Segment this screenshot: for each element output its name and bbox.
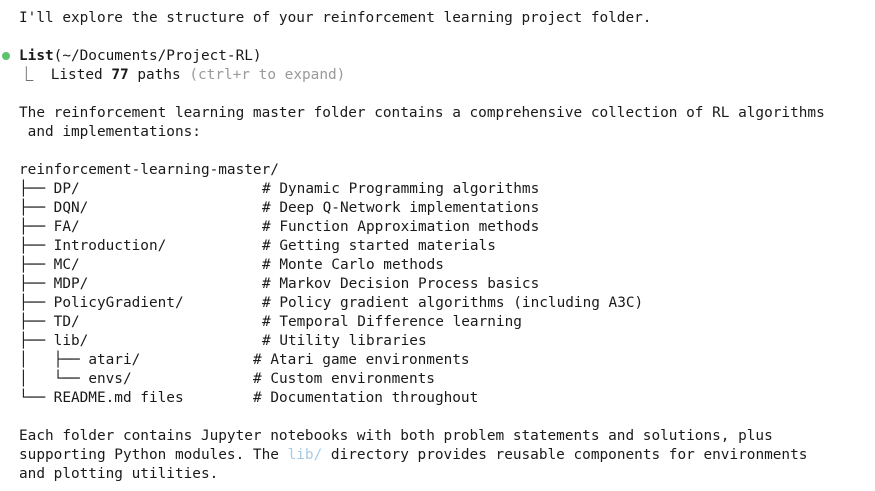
- tool-result-count: 77: [111, 67, 129, 83]
- tree-entry-comment: # Function Approximation methods: [262, 219, 540, 235]
- outro-line-1: Each folder contains Jupyter notebooks with both problem statements and solutions, plus: [19, 428, 773, 444]
- tree-entry: [19, 332, 88, 351]
- tree-entry: [19, 180, 80, 199]
- tree-entry-comment: # Temporal Difference learning: [262, 314, 522, 330]
- tree-entry: [19, 313, 80, 332]
- tree-entry-comment: # Monte Carlo methods: [262, 257, 444, 273]
- tree-entry: [19, 237, 166, 256]
- tree-branch: │ └──: [19, 371, 89, 387]
- tree-branch: ├──: [19, 333, 54, 349]
- expand-hint[interactable]: (ctrl+r to expand): [189, 67, 346, 83]
- tree-entry: [19, 256, 80, 275]
- tree-entry-comment: # Policy gradient algorithms (including A3C): [262, 295, 644, 311]
- tree-entry: [19, 370, 132, 389]
- tree-branch: ├──: [19, 295, 54, 311]
- outro-line-2-before: supporting Python modules. The: [19, 447, 288, 463]
- tree-entry-comment: # Deep Q-Network implementations: [262, 200, 540, 216]
- tree-entry-comment: # Utility libraries: [262, 333, 427, 349]
- tree-entry-name: atari/: [88, 352, 141, 368]
- tree-entry-comment: # Dynamic Programming algorithms: [262, 181, 540, 197]
- tool-result-suffix: paths: [128, 67, 190, 83]
- tool-result-prefix: ⎿ Listed: [19, 67, 112, 83]
- tree-branch: │ ├──: [19, 352, 89, 368]
- tree-entry: [19, 389, 184, 408]
- tree-branch: ├──: [19, 238, 54, 254]
- tree-branch: ├──: [19, 200, 54, 216]
- tree-branch: ├──: [19, 276, 54, 292]
- summary-line-2: and implementations:: [19, 124, 201, 140]
- tree-entry-comment: # Documentation throughout: [253, 390, 479, 406]
- tree-entry-comment: # Getting started materials: [262, 238, 496, 254]
- tree-entry-name: lib/: [53, 333, 89, 349]
- tree-root: reinforcement-learning-master/: [19, 162, 279, 178]
- tree-branch: ├──: [19, 181, 54, 197]
- tree-entry-name: FA/: [53, 219, 80, 235]
- tree-entry-name: PolicyGradient/: [53, 295, 184, 311]
- tree-branch: └──: [19, 390, 54, 406]
- tree-entry: [19, 199, 88, 218]
- tree-branch: ├──: [19, 257, 54, 273]
- outro-line-2: [19, 446, 807, 465]
- tree-entry-name: Introduction/: [53, 238, 167, 254]
- summary-line-1: The reinforcement learning master folder contains a comprehensive collection of RL algorithms: [19, 105, 825, 121]
- tree-entry-name: TD/: [53, 314, 80, 330]
- tree-entry-comment: # Atari game environments: [253, 352, 470, 368]
- tree-entry-name: DQN/: [53, 200, 89, 216]
- tool-name: List: [19, 48, 54, 64]
- tree-branch: ├──: [19, 219, 54, 235]
- tree-entry-name: DP/: [53, 181, 80, 197]
- tree-entry: [19, 275, 88, 294]
- tree-entry: [19, 351, 140, 370]
- tool-arg: (~/Documents/Project-RL): [53, 48, 262, 64]
- tree-branch: ├──: [19, 314, 54, 330]
- tree-entry-name: MDP/: [53, 276, 89, 292]
- intro-message: I'll explore the structure of your reinforcement learning project folder.: [19, 10, 652, 26]
- tree-entry: [19, 218, 80, 237]
- tree-entry-comment: # Markov Decision Process basics: [262, 276, 540, 292]
- tool-status-dot-icon: [2, 52, 10, 60]
- lib-path-link[interactable]: lib/: [287, 447, 323, 463]
- tree-entry-name: MC/: [53, 257, 80, 273]
- tool-result-line[interactable]: [19, 66, 345, 85]
- tree-entry-comment: # Custom environments: [253, 371, 435, 387]
- outro-line-3: and plotting utilities.: [19, 466, 219, 482]
- tool-call-line: [19, 47, 262, 66]
- tree-entry: [19, 294, 184, 313]
- tree-entry-name: README.md files: [53, 390, 184, 406]
- outro-line-2-after: directory provides reusable components for environments: [322, 447, 808, 463]
- tree-entry-name: envs/: [88, 371, 132, 387]
